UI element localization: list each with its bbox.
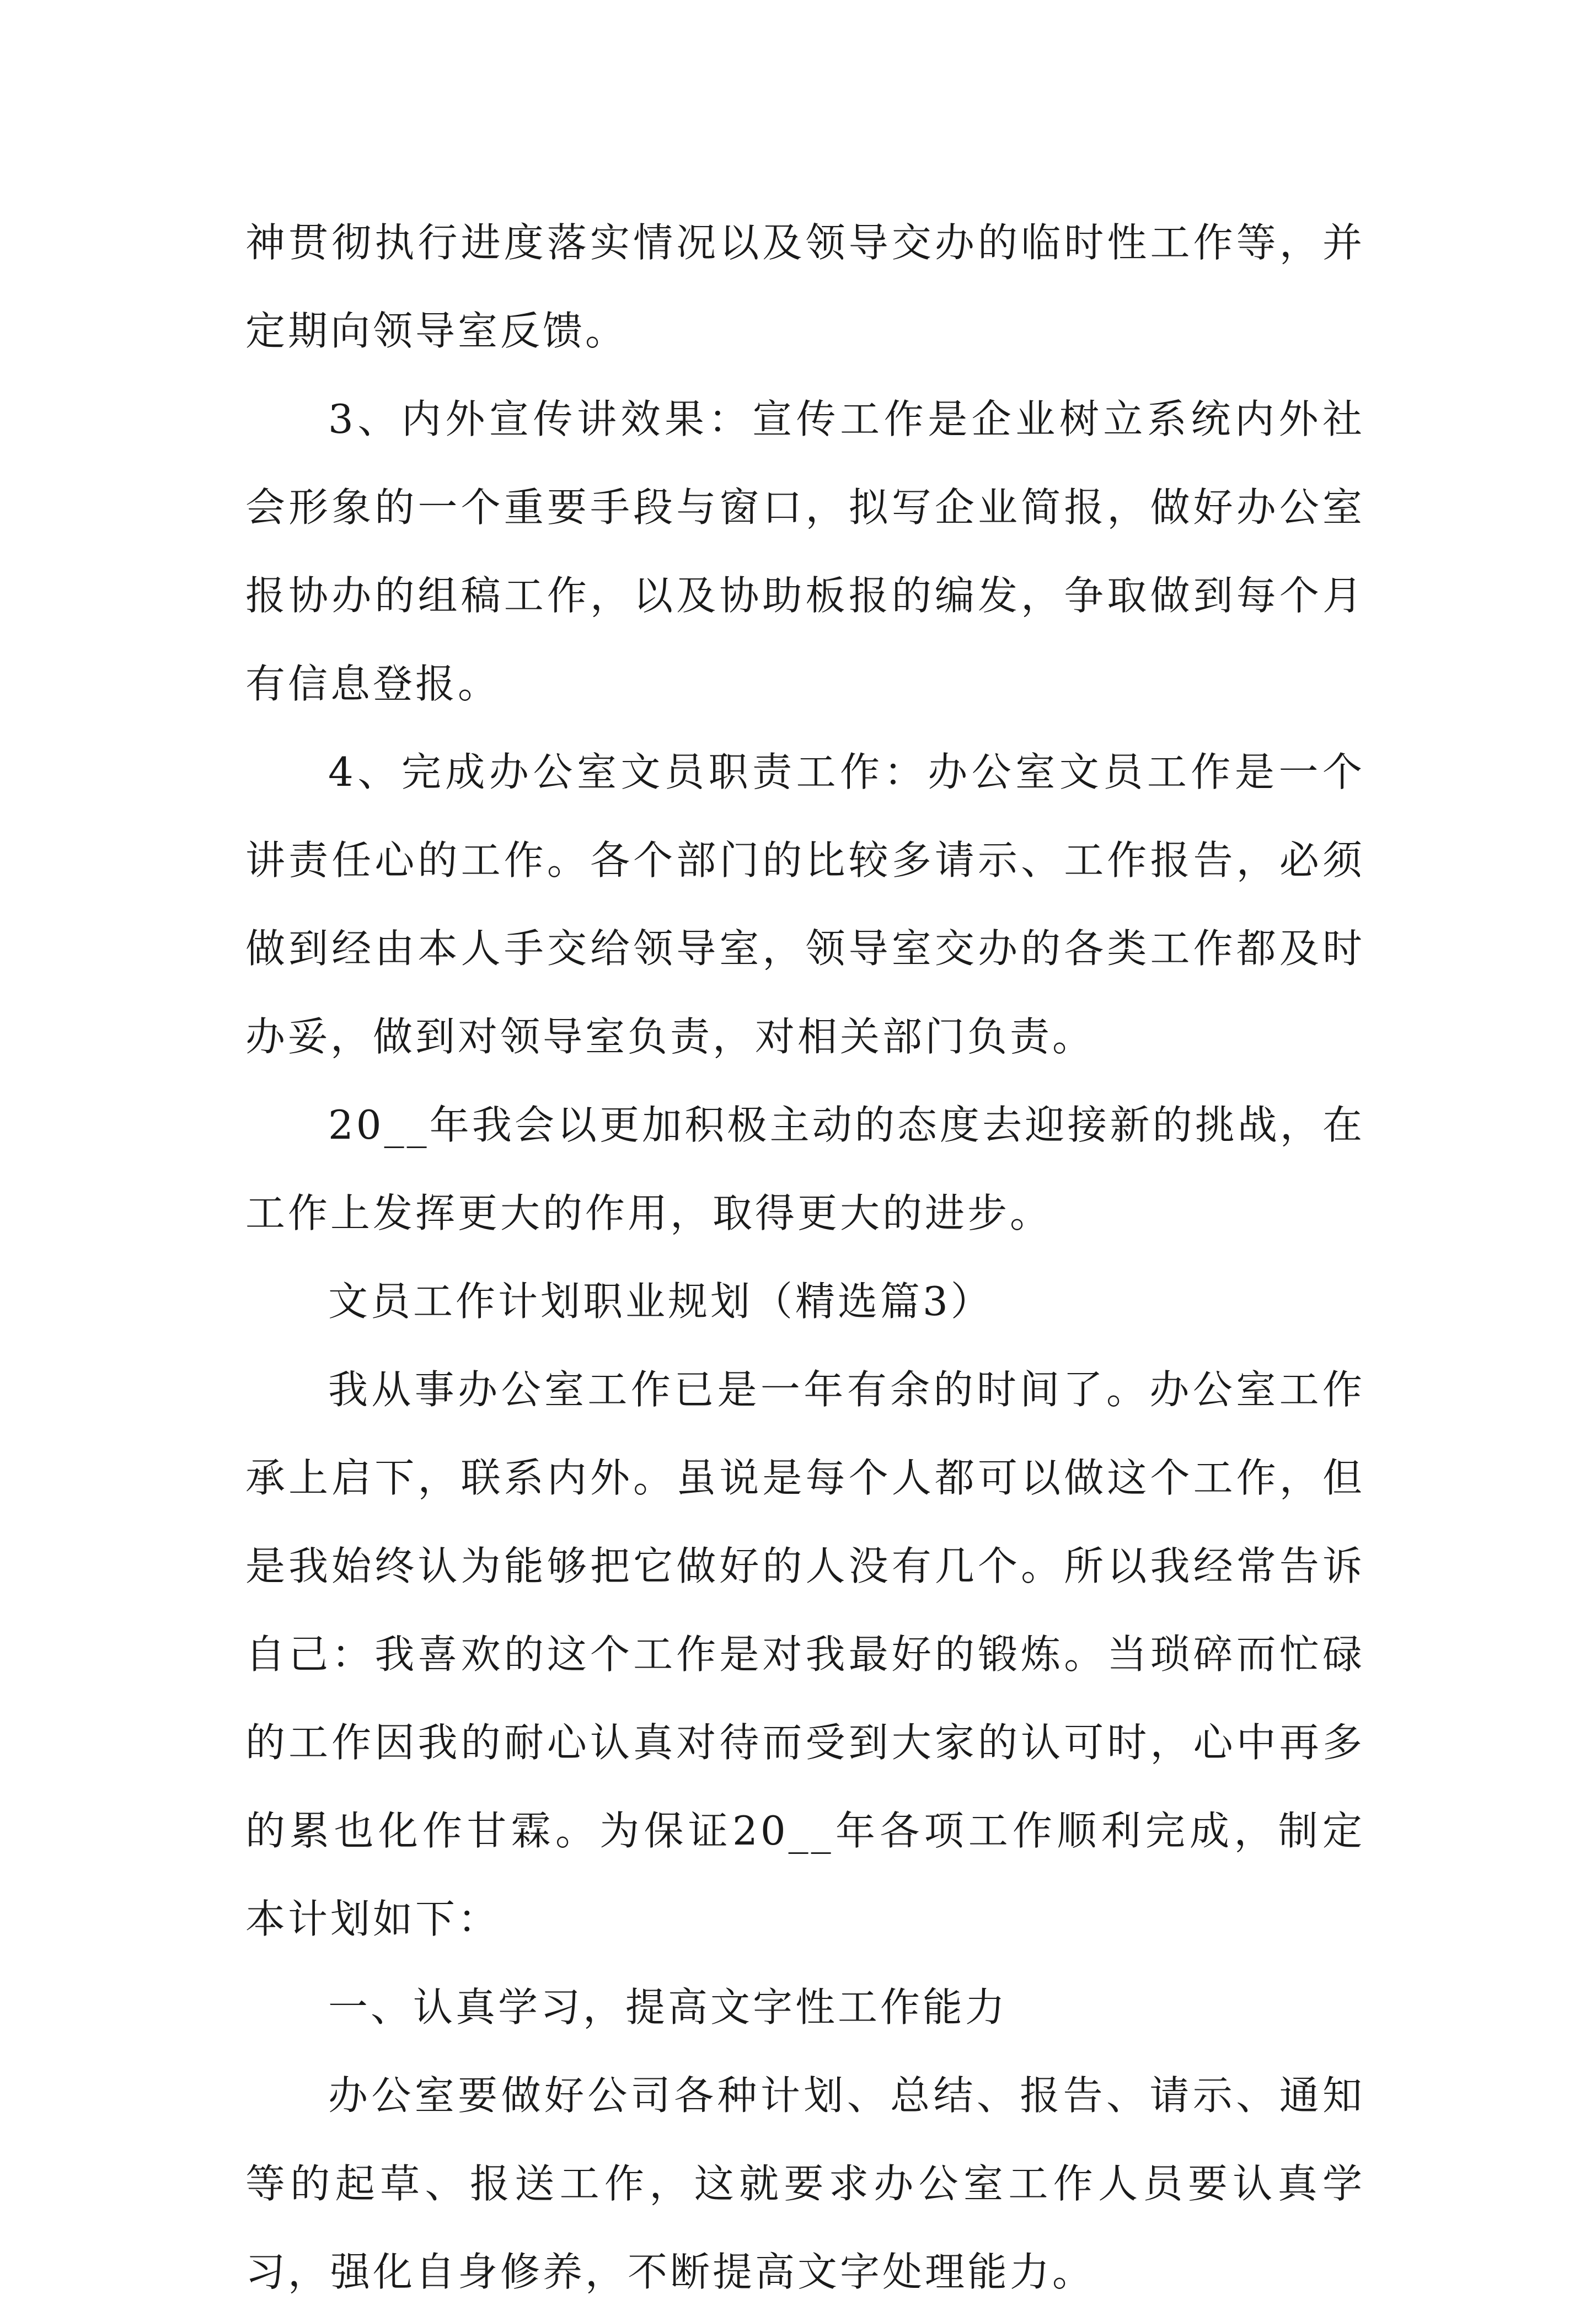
paragraph-year-goal: 20__年我会以更加积极主动的态度去迎接新的挑战，在工作上发挥更大的作用，取得更大的进步。 [245, 1102, 1365, 1236]
paragraph-continuation: 神贯彻执行进度落实情况以及领导交办的临时性工作等，并定期向领导室反馈。 [245, 219, 1365, 354]
paragraph-item-3: 3、内外宣传讲效果：宣传工作是企业树立系统内外社会形象的一个重要手段与窗口，拟写企业简报，做好办公室报协办的组稿工作，以及协助板报的编发，争取做到每个月有信息登报。 [245, 396, 1365, 707]
section-title: 文员工作计划职业规划（精选篇3） [328, 1278, 993, 1325]
paragraph-item-4: 4、完成办公室文员职责工作：办公室文员工作是一个讲责任心的工作。各个部门的比较多请示、工作报告，必须做到经由本人手交给领导室，领导室交办的各类工作都及时办妥，做到对领导室负责，对相关部门负责。 [245, 749, 1365, 1060]
document-body [245, 199, 1365, 2316]
section-heading-1: 一、认真学习，提高文字性工作能力 [328, 1984, 1008, 2030]
paragraph-intro: 我从事办公室工作已是一年有余的时间了。办公室工作承上启下，联系内外。虽说是每个人都可以做这个工作，但是我始终认为能够把它做好的人没有几个。所以我经常告诉自己：我喜欢的这个工作是对我最好的锻炼。当琐碎而忙碌的工作因我的耐心认真对待而受到大家的认可时，心中再多的累也化作甘霖。为保证20__年各项工作顺利完成，制定本计划如下： [245, 1366, 1365, 1942]
paragraph-writing-ability: 办公室要做好公司各种计划、总结、报告、请示、通知等的起草、报送工作，这就要求办公室工作人员要认真学习，强化自身修养，不断提高文字处理能力。 [245, 2072, 1365, 2295]
